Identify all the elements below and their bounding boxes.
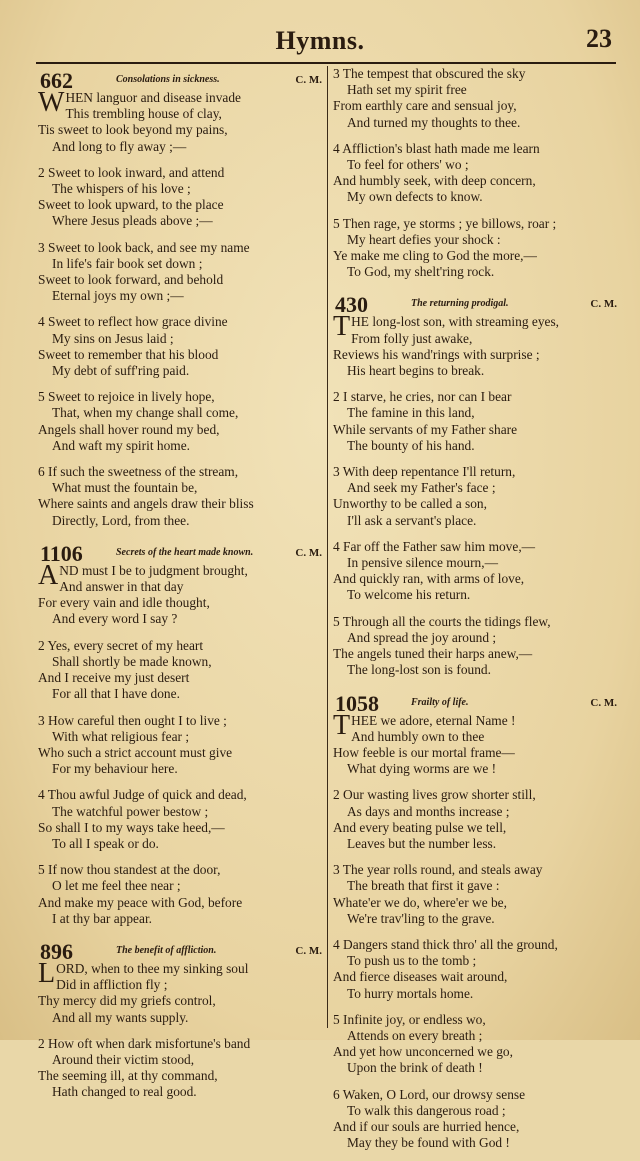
verse-text: 5 If now thou standest at the door, — [38, 862, 221, 878]
verse-line — [38, 272, 324, 288]
verse-line — [38, 862, 324, 878]
hymn-meter: C. M. — [295, 944, 322, 957]
verse-text: Attends on every breath ; — [347, 1027, 483, 1043]
verse-line — [333, 630, 619, 646]
verse-text: The breath that first it gave : — [347, 878, 500, 894]
verse-text: 2 Our wasting lives grow shorter still, — [333, 787, 536, 803]
first-word-rest: HEN — [65, 90, 93, 105]
verse-line — [38, 213, 324, 229]
verse-line — [333, 157, 619, 173]
verse-line — [333, 173, 619, 189]
verse-line — [38, 464, 324, 480]
stanza — [38, 87, 324, 155]
verse-text: Who such a strict account must give — [38, 744, 233, 760]
page-header — [0, 22, 640, 62]
hymn-subject: The returning prodigal. — [411, 298, 509, 310]
verse-text: The watchful power bestow ; — [52, 803, 209, 819]
verse-text: Around their victim stood, — [52, 1051, 195, 1067]
verse-line — [333, 248, 619, 264]
hymn-meter: C. M. — [295, 546, 322, 559]
stanza — [333, 1087, 619, 1152]
verse-text: The long-lost son is found. — [347, 662, 491, 678]
verse-line — [333, 761, 619, 777]
verse-text: In pensive silence mourn,— — [347, 555, 498, 571]
stanza — [333, 389, 619, 454]
verse-line — [333, 1012, 619, 1028]
hymn-subject: Secrets of the heart made known. — [116, 546, 254, 558]
verse-line — [333, 216, 619, 232]
verse-text: I'll ask a servant's place. — [347, 512, 477, 528]
stanza — [333, 216, 619, 281]
verse-text: 5 Through all the courts the tidings flew, — [333, 613, 551, 629]
running-title: Hymns. — [275, 26, 365, 55]
verse-line — [333, 232, 619, 248]
verse-text: 4 Sweet to reflect how grace divine — [38, 314, 228, 330]
drop-cap: A — [38, 559, 59, 591]
verse-line — [333, 745, 619, 761]
hymn — [38, 539, 324, 927]
verse-text: Sweet to look upward, to the place — [38, 197, 224, 213]
verse-text: Reviews his wand'rings with surprise ; — [333, 346, 540, 362]
verse-text: The famine in this land, — [347, 405, 475, 421]
verse-text: Hath set my spirit free — [347, 82, 467, 98]
verse-line — [333, 1103, 619, 1119]
verse-line — [38, 729, 324, 745]
verse-text: Where Jesus pleads above ;— — [52, 213, 213, 229]
hymn-meter: C. M. — [590, 298, 617, 311]
verse-text: 5 Then rage, ye storms ; ye billows, roar ; — [333, 215, 557, 231]
verse-text: My heart defies your shock : — [347, 231, 501, 247]
verse-line — [38, 977, 324, 993]
verse-text: From earthly care and sensual joy, — [333, 98, 517, 114]
verse-line — [333, 878, 619, 894]
verse-line — [38, 256, 324, 272]
verse-line — [333, 895, 619, 911]
verse-line — [333, 953, 619, 969]
verse-line — [38, 787, 324, 803]
verse-text: O let me feel thee near ; — [52, 878, 181, 894]
verse-text: And answer in that day — [59, 579, 184, 595]
verse-text: And all my wants supply. — [52, 1009, 189, 1025]
verse-line — [38, 139, 324, 155]
verse-text: To feel for others' wo ; — [347, 157, 469, 173]
header-rule — [36, 62, 616, 64]
verse-line — [38, 1036, 324, 1052]
verse-line — [333, 66, 619, 82]
hymn-heading — [38, 539, 324, 566]
verse-line — [38, 314, 324, 330]
verse-text: Upon the brink of death ! — [347, 1060, 483, 1076]
verse-text: 5 Infinite joy, or endless wo, — [333, 1011, 486, 1027]
stanza — [38, 314, 324, 379]
verse-line — [333, 363, 619, 379]
verse-text: 3 Sweet to look back, and see my name — [38, 239, 250, 255]
verse-text: With what religious fear ; — [52, 728, 190, 744]
hymn — [38, 937, 324, 1101]
verse-line — [38, 761, 324, 777]
verse-text: And I receive my just desert — [38, 670, 190, 686]
verse-line — [333, 836, 619, 852]
verse-text: To all I speak or do. — [52, 835, 159, 851]
verse-line — [38, 438, 324, 454]
verse-text: And if our souls are hurried hence, — [333, 1118, 520, 1134]
hymn-number: 1058 — [335, 690, 379, 716]
stanza — [333, 141, 619, 206]
verse-line — [333, 496, 619, 512]
verse-line — [38, 422, 324, 438]
verse-line — [38, 745, 324, 761]
verse-text: Ye make me cling to God the more,— — [333, 248, 537, 264]
hymn-number: 1106 — [40, 540, 83, 566]
verse-line — [38, 895, 324, 911]
verse-line — [38, 331, 324, 347]
verse-line — [38, 820, 324, 836]
verse-line — [333, 937, 619, 953]
verse-line — [38, 1084, 324, 1100]
verse-line — [333, 98, 619, 114]
verse-line — [333, 480, 619, 496]
verse-line — [38, 654, 324, 670]
verse-text: And quickly ran, with arms of love, — [333, 571, 525, 587]
verse-text: And fierce diseases wait around, — [333, 969, 508, 985]
stanza — [38, 240, 324, 305]
verse-text: And every word I say ? — [52, 611, 178, 627]
hymn-number: 430 — [335, 292, 368, 318]
stanza — [333, 311, 619, 379]
verse-text: And long to fly away ;— — [52, 138, 187, 154]
verse-line — [333, 729, 619, 745]
verse-text: The angels tuned their harps anew,— — [333, 646, 533, 662]
verse-text: To welcome his return. — [347, 587, 471, 603]
hymn — [333, 689, 619, 1152]
verse-line — [38, 405, 324, 421]
verse-text: 2 I starve, he cries, nor can I bear — [333, 389, 512, 405]
stanza — [38, 713, 324, 778]
hymn-number: 662 — [40, 68, 73, 93]
first-word-rest: ND — [59, 562, 79, 578]
verse-line — [38, 911, 324, 927]
verse-text: Tis sweet to look beyond my pains, — [38, 122, 228, 138]
verse-line — [333, 571, 619, 587]
verse-text: That, when my change shall come, — [52, 405, 239, 421]
verse-text: For every vain and idle thought, — [38, 595, 210, 611]
verse-line — [333, 82, 619, 98]
verse-text: To hurry mortals home. — [347, 985, 474, 1001]
verse-text: Angels shall hover round my bed, — [38, 421, 220, 437]
verse-line — [333, 438, 619, 454]
hymn-meter: C. M. — [590, 696, 617, 709]
verse-text: 2 Sweet to look inward, and attend — [38, 164, 225, 180]
hymn — [38, 66, 324, 529]
verse-line — [333, 1044, 619, 1060]
verse-line — [333, 986, 619, 1002]
verse-text: when to thee my sinking soul — [91, 960, 249, 976]
verse-line — [38, 513, 324, 529]
hymn-heading — [38, 66, 324, 93]
stanza — [38, 638, 324, 703]
verse-text: My debt of suff'ring paid. — [52, 363, 190, 379]
verse-text: For my behaviour here. — [52, 761, 178, 777]
verse-text: Sweet to remember that his blood — [38, 346, 219, 362]
verse-text: To push us to the tomb ; — [347, 953, 477, 969]
stanza — [38, 559, 324, 628]
verse-line — [333, 389, 619, 405]
stanza — [38, 957, 324, 1026]
hymn-heading — [333, 689, 619, 716]
verse-text: Eternal joys my own ;— — [52, 288, 184, 304]
verse-text: May they be found with God ! — [347, 1135, 510, 1151]
verse-line — [333, 464, 619, 480]
verse-text: 5 Sweet to rejoice in lively hope, — [38, 389, 215, 405]
verse-line — [38, 1068, 324, 1084]
verse-text: And waft my spirit home. — [52, 437, 190, 453]
verse-line — [333, 1135, 619, 1151]
hymn-number: 896 — [40, 938, 73, 964]
stanza — [333, 539, 619, 604]
verse-line — [333, 513, 619, 529]
stanza — [333, 1012, 619, 1077]
verse-line — [38, 480, 324, 496]
verse-line — [38, 197, 324, 213]
verse-text: The bounty of his hand. — [347, 437, 475, 453]
right-column — [333, 66, 619, 1161]
verse-line — [38, 1010, 324, 1026]
verse-text: Thy mercy did my griefs control, — [38, 993, 216, 1009]
verse-line — [38, 638, 324, 654]
verse-line — [38, 347, 324, 363]
verse-text: And seek my Father's face ; — [347, 480, 496, 496]
verse-line — [333, 422, 619, 438]
verse-text: And every beating pulse we tell, — [333, 819, 507, 835]
verse-text: For all that I have done. — [52, 686, 180, 702]
verse-text: 3 The tempest that obscured the sky — [333, 66, 526, 81]
verse-text: 4 Far off the Father saw him move,— — [333, 538, 536, 554]
verse-line — [333, 539, 619, 555]
verse-line — [333, 264, 619, 280]
verse-text: How feeble is our mortal frame— — [333, 744, 515, 760]
verse-line — [333, 804, 619, 820]
drop-cap: T — [333, 709, 351, 741]
verse-text: 3 The year rolls round, and steals away — [333, 862, 543, 878]
verse-text: 6 If such the sweetness of the stream, — [38, 464, 239, 480]
verse-line — [333, 555, 619, 571]
drop-cap: W — [38, 87, 65, 118]
verse-text: And humbly seek, with deep concern, — [333, 173, 536, 189]
verse-text: And yet how unconcerned we go, — [333, 1044, 513, 1060]
verse-text: And spread the joy around ; — [347, 629, 497, 645]
verse-line — [333, 331, 619, 347]
stanza — [333, 614, 619, 679]
verse-line — [333, 405, 619, 421]
verse-text: languor and disease invade — [96, 90, 241, 105]
column-divider — [327, 66, 328, 1028]
verse-line — [333, 1087, 619, 1103]
stanza — [333, 709, 619, 778]
verse-line — [38, 181, 324, 197]
verse-line — [38, 363, 324, 379]
first-word-rest: ORD, — [56, 960, 88, 976]
verse-line — [38, 836, 324, 852]
hymn-subject: The benefit of affliction. — [116, 944, 217, 956]
verse-text: Where saints and angels draw their bliss — [38, 496, 254, 512]
verse-text: In life's fair book set down ; — [52, 255, 203, 271]
page-number: 23 — [586, 24, 612, 53]
verse-line — [333, 115, 619, 131]
verse-text: Unworthy to be called a son, — [333, 496, 487, 512]
verse-text: 4 Affliction's blast hath made me learn — [333, 140, 540, 156]
verse-text: 4 Dangers stand thick thro' all the ground, — [333, 936, 558, 952]
verse-text: 6 Waken, O Lord, our drowsy sense — [333, 1086, 526, 1102]
stanza — [38, 165, 324, 230]
verse-text: Did in affliction fly ; — [56, 977, 168, 993]
verse-line — [333, 1028, 619, 1044]
verse-line — [333, 787, 619, 803]
verse-text: Hath changed to real good. — [52, 1084, 197, 1100]
verse-text: Leaves but the number less. — [347, 835, 497, 851]
verse-line — [333, 141, 619, 157]
verse-text: 3 How careful then ought I to live ; — [38, 712, 227, 728]
hymn — [333, 290, 619, 678]
verse-line — [333, 347, 619, 363]
verse-line — [333, 587, 619, 603]
drop-cap: L — [38, 957, 56, 989]
verse-line — [333, 1060, 619, 1076]
stanza — [333, 464, 619, 529]
verse-text: And humbly own to thee — [351, 728, 485, 744]
verse-line — [38, 579, 324, 595]
verse-line — [333, 911, 619, 927]
verse-text: My sins on Jesus laid ; — [52, 330, 174, 346]
stanza — [333, 787, 619, 852]
verse-text: This trembling house of clay, — [65, 106, 222, 122]
verse-line — [333, 189, 619, 205]
verse-text: we adore, eternal Name ! — [380, 712, 516, 728]
verse-line — [38, 611, 324, 627]
verse-line — [38, 106, 324, 122]
verse-text: The seeming ill, at thy command, — [38, 1068, 218, 1084]
hymn-subject: Consolations in sickness. — [116, 74, 220, 85]
hymn-meter: C. M. — [295, 74, 322, 86]
verse-line — [38, 686, 324, 702]
verse-text: must I be to judgment brought, — [81, 562, 248, 578]
verse-text: We're trav'ling to the grave. — [347, 910, 495, 926]
left-column — [38, 66, 324, 1111]
verse-text: The whispers of his love ; — [52, 181, 191, 197]
hymn — [333, 66, 619, 280]
verse-text: Whate'er we do, where'er we be, — [333, 894, 507, 910]
verse-line — [38, 993, 324, 1009]
stanza — [333, 937, 619, 1002]
stanza — [38, 862, 324, 927]
verse-text: 2 Yes, every secret of my heart — [38, 637, 204, 653]
verse-text: What must the fountain be, — [52, 480, 198, 496]
verse-line — [38, 878, 324, 894]
first-word-rest: HE — [351, 314, 369, 330]
drop-cap: T — [333, 311, 351, 343]
verse-line — [38, 670, 324, 686]
verse-text: What dying worms are we ! — [347, 761, 497, 777]
verse-text: While servants of my Father share — [333, 421, 518, 437]
verse-line — [38, 122, 324, 138]
verse-text: Directly, Lord, from thee. — [52, 512, 190, 528]
hymn-subject: Frailty of life. — [411, 696, 469, 708]
verse-text: To walk this dangerous road ; — [347, 1102, 506, 1118]
verse-text: And turned my thoughts to thee. — [347, 114, 521, 130]
verse-text: My own defects to know. — [347, 189, 483, 205]
verse-line — [333, 1119, 619, 1135]
verse-text: 2 How oft when dark misfortune's band — [38, 1035, 251, 1051]
verse-line — [38, 165, 324, 181]
verse-text: 4 Thou awful Judge of quick and dead, — [38, 787, 247, 803]
verse-text: To God, my shelt'ring rock. — [347, 264, 495, 280]
hymn-heading — [333, 290, 619, 318]
verse-text: So shall I to my ways take heed,— — [38, 819, 225, 835]
stanza — [38, 787, 324, 852]
stanza — [38, 464, 324, 529]
stanza — [333, 862, 619, 927]
verse-text: Shall shortly be made known, — [52, 653, 212, 669]
first-word-rest: HEE — [351, 712, 378, 728]
verse-line — [38, 389, 324, 405]
verse-text: 3 With deep repentance I'll return, — [333, 464, 516, 480]
verse-text: long-lost son, with streaming eyes, — [372, 314, 560, 330]
verse-line — [38, 240, 324, 256]
verse-line — [333, 969, 619, 985]
verse-line — [333, 820, 619, 836]
verse-line — [38, 713, 324, 729]
hymn-heading — [38, 937, 324, 964]
stanza — [333, 66, 619, 131]
verse-text: Sweet to look forward, and behold — [38, 272, 224, 288]
verse-line — [38, 804, 324, 820]
verse-line — [333, 614, 619, 630]
verse-line — [333, 862, 619, 878]
verse-line — [38, 595, 324, 611]
verse-line — [38, 496, 324, 512]
verse-text: I at thy bar appear. — [52, 910, 153, 926]
verse-line — [333, 646, 619, 662]
verse-text: And make my peace with God, before — [38, 894, 243, 910]
verse-line — [333, 662, 619, 678]
stanza — [38, 1036, 324, 1101]
verse-text: His heart begins to break. — [347, 363, 485, 379]
verse-text: As days and months increase ; — [347, 803, 510, 819]
verse-line — [38, 1052, 324, 1068]
stanza — [38, 389, 324, 454]
verse-line — [38, 288, 324, 304]
verse-text: From folly just awake, — [351, 330, 473, 346]
